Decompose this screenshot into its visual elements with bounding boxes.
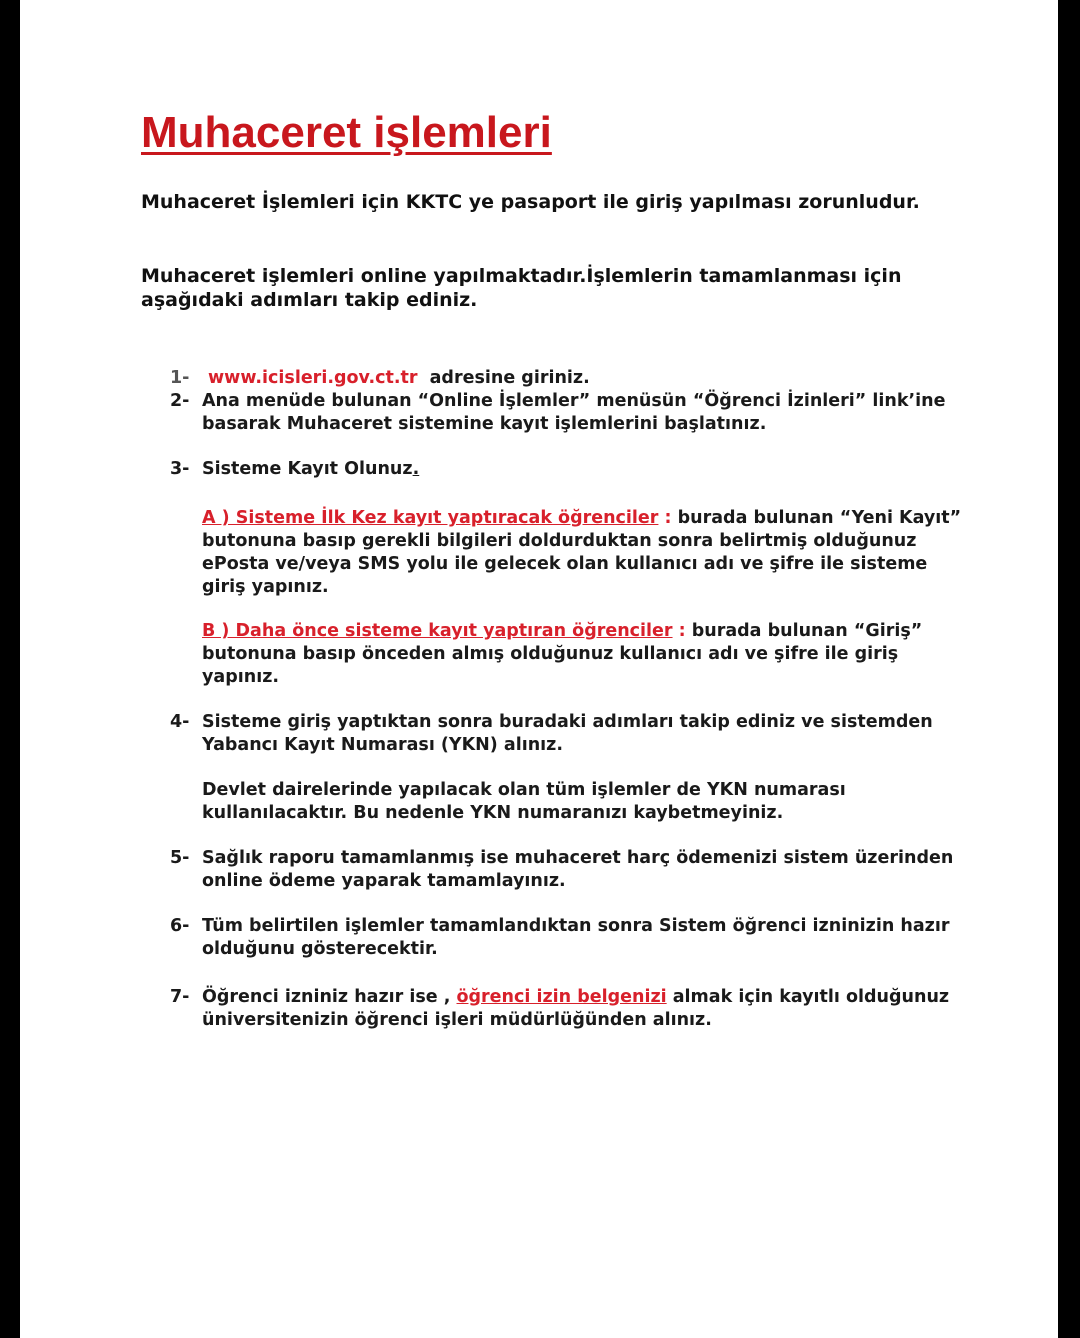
step-6-number: 6- (170, 916, 190, 936)
step-5-number: 5- (170, 848, 190, 868)
step-2-text: Ana menüde bulunan “Online İşlemler” menüsün “Öğrenci İzinleri” link’ine basarak Muhaceret sistemine kayıt işlemlerini başlatınız. (202, 391, 946, 434)
sub-step-b-text: burada bulunan “Giriş” butonuna basıp önceden almış olduğunuz kullanıcı adı ve şifre ile giriş yapınız. (202, 621, 923, 687)
step-1-number: 1- (170, 368, 190, 388)
intro-paragraph-2: Muhaceret işlemleri online yapılmaktadır.İşlemlerin tamamlanması için aşağıdaki adımları takip ediniz. (141, 265, 902, 311)
step-5 (170, 847, 970, 893)
step-3-number: 3- (170, 459, 190, 479)
step-6-text: Tüm belirtilen işlemler tamamlandıktan sonra Sistem öğrenci izninizin hazır olduğunu gösterecektir. (202, 916, 950, 959)
step-5-text: Sağlık raporu tamamlanmış ise muhaceret harç ödemenizi sistem üzerinden online ödeme yaparak tamamlayınız. (202, 848, 954, 891)
sub-step-b-colon: : (672, 621, 686, 641)
step-3-text: Sisteme Kayıt Olunuz (202, 459, 413, 479)
step-2 (170, 390, 970, 436)
step-7-number: 7- (170, 987, 190, 1007)
step-4-note: Devlet dairelerinde yapılacak olan tüm işlemler de YKN numarası kullanılacaktır. Bu nedenle YKN numaranızı kaybetmeyiniz. (202, 780, 846, 823)
document-page (20, 0, 1058, 1338)
step-4 (170, 711, 970, 757)
sub-step-a-colon: : (658, 508, 672, 528)
sub-step-b-label: B ) Daha önce sisteme kayıt yaptıran öğrenciler (202, 621, 673, 641)
sub-step-a-label: A ) Sisteme İlk Kez kayıt yaptıracak öğrenciler (202, 508, 659, 528)
intro-paragraph-1: Muhaceret İşlemleri için KKTC ye pasaport ile giriş yapılması zorunludur. (141, 191, 920, 213)
step-3 (170, 458, 970, 481)
step-3-underline-trail: . (412, 459, 420, 479)
step-4-number: 4- (170, 712, 190, 732)
step-1-text: adresine giriniz. (429, 368, 590, 388)
step-7 (170, 986, 970, 1032)
step-4-text: Sisteme giriş yaptıktan sonra buradaki adımları takip ediniz ve sistemden Yabancı Kayıt Numarası (YKN) alınız. (202, 712, 933, 755)
step-7-text-post: almak için kayıtlı olduğunuz üniversitenizin öğrenci işleri müdürlüğünden alınız. (202, 987, 950, 1030)
student-permit-document-link[interactable]: öğrenci izin belgenizi (456, 987, 667, 1007)
step-6 (170, 915, 970, 961)
page-title: Muhaceret işlemleri (141, 108, 552, 157)
sub-step-a (202, 507, 962, 599)
icisleri-website-link[interactable]: www.icisleri.gov.ct.tr (208, 368, 418, 388)
sub-step-a-text: burada bulunan “Yeni Kayıt” butonuna basıp gerekli bilgileri doldurduktan sonra belirtmiş olduğunuz ePosta ve/veya SMS yolu ile gelecek olan kullanıcı adı ve şifre ile sisteme giriş yapınız. (202, 508, 962, 597)
step-2-number: 2- (170, 391, 190, 411)
sub-step-b (202, 620, 962, 689)
step-1 (170, 367, 970, 390)
step-7-text-pre: Öğrenci izniniz hazır ise , (202, 987, 457, 1007)
